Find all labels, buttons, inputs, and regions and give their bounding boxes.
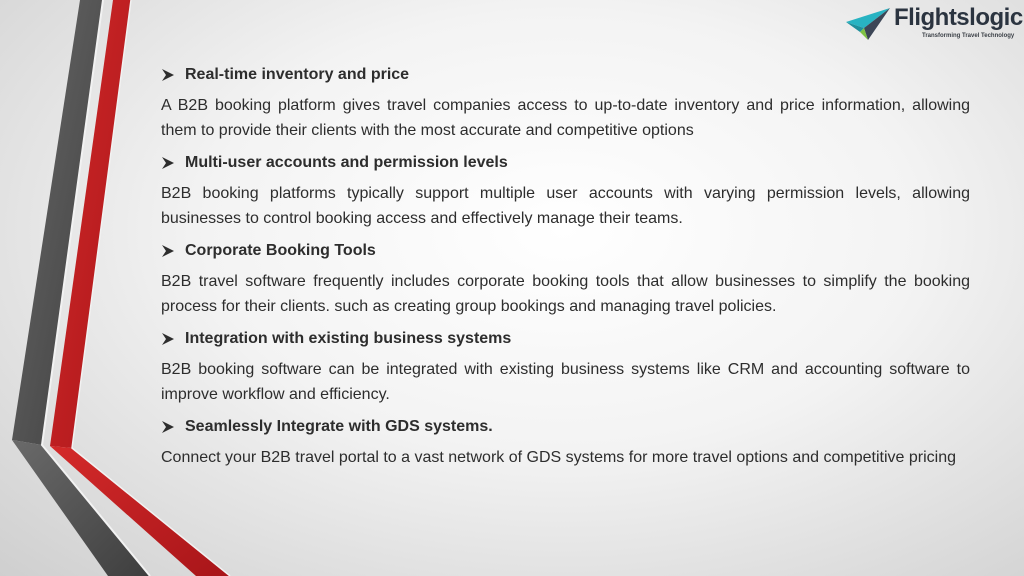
brand-tagline: Transforming Travel Technology	[922, 33, 1015, 39]
feature-list	[161, 62, 970, 478]
section-heading	[161, 62, 970, 88]
section-heading	[161, 326, 970, 352]
paper-plane-icon	[846, 6, 892, 42]
brand-name: Flightslogic	[894, 4, 1023, 31]
section-heading	[161, 414, 970, 440]
section-body: A B2B booking platform gives travel companies access to up-to-date inventory and price information, allowing them to provide their clients with the most accurate and competitive options	[161, 97, 970, 139]
brand-logo	[846, 4, 1023, 44]
section-heading	[161, 238, 970, 264]
section-heading-text: Integration with existing business systems	[185, 330, 512, 347]
section-body: B2B booking platforms typically support multiple user accounts with varying permission levels, allowing businesses to control booking access and effectively manage their teams.	[161, 185, 970, 227]
section-body: Connect your B2B travel portal to a vast network of GDS systems for more travel options and competitive pricing	[161, 449, 957, 466]
arrow-bullet-icon	[161, 332, 175, 346]
section-heading-text: Seamlessly Integrate with GDS systems.	[185, 418, 493, 435]
section-heading-text: Real-time inventory and price	[185, 66, 410, 83]
arrow-bullet-icon	[161, 244, 175, 258]
arrow-bullet-icon	[161, 420, 175, 434]
section-body: B2B travel software frequently includes corporate booking tools that allow businesses to simplify the booking process for their clients. such as creating group bookings and managing travel policies.	[161, 273, 970, 315]
section-heading	[161, 150, 970, 176]
section-heading-text: Multi-user accounts and permission levels	[185, 154, 508, 171]
arrow-bullet-icon	[161, 68, 175, 82]
section-body: B2B booking software can be integrated with existing business systems like CRM and accounting software to improve workflow and efficiency.	[161, 361, 970, 403]
arrow-bullet-icon	[161, 156, 175, 170]
section-heading-text: Corporate Booking Tools	[185, 242, 376, 259]
